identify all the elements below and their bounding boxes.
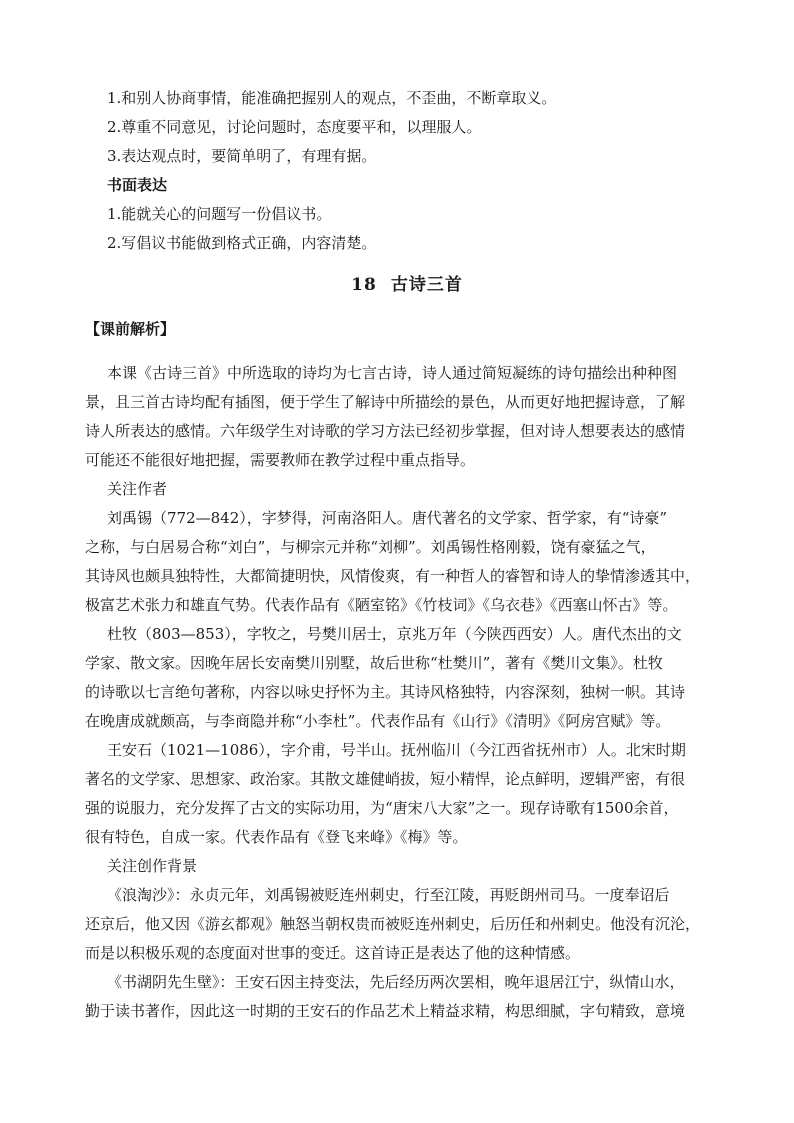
list-item: 2.写倡议书能做到格式正确，内容清楚。 [107,234,377,252]
paragraph-line: 极富艺术张力和雄直气势。代表作品有《陋室铭》《竹枝词》《乌衣巷》《西塞山怀古》等。 [85,596,678,614]
list-item: 1.和别人协商事情，能准确把握别人的观点，不歪曲，不断章取义。 [107,89,557,107]
subheading-background: 关注创作背景 [107,857,198,875]
paragraph-line: 王安石（1021—1086），字介甫，号半山。抚州临川（今江西省抚州市）人。北宋时期 [107,741,686,759]
paragraph-line: 刘禹锡（772—842），字梦得，河南洛阳人。唐代著名的文学家、哲学家，有“诗豪” [107,509,668,527]
paragraph-line: 在晚唐成就颇高，与李商隐并称“小李杜”。代表作品有《山行》《清明》《阿房宫赋》等。 [85,712,671,730]
paragraph-line: 《浪淘沙》：永贞元年，刘禹锡被贬连州刺史，行至江陵，再贬朗州司马。一度奉诏后 [107,886,670,904]
paragraph-line: 诗人所表达的感情。六年级学生对诗歌的学习方法已经初步掌握，但对诗人想要表达的感情 [85,422,686,440]
paragraph-line: 著名的文学家、思想家、政治家。其散文雄健峭拔，短小精悍，论点鲜明，逻辑严密，有很 [85,770,686,788]
paragraph-line: 其诗风也颇具独特性，大都简捷明快，风情俊爽，有一种哲人的睿智和诗人的挚情渗透其中， [85,567,701,585]
paragraph-line: 很有特色，自成一家。代表作品有《登飞来峰》《梅》等。 [85,828,468,846]
paragraph-line: 还京后，他又因《游玄都观》触怒当朝权贵而被贬连州刺史，后历任和州刺史。他没有沉沦， [85,915,701,933]
section-heading-written: 书面表达 [107,176,168,194]
paragraph-line: 的诗歌以七言绝句著称，内容以咏史抒怀为主。其诗风格独特，内容深刻，独树一帜。其诗 [85,683,686,701]
document-page [85,84,707,1026]
paragraph-line: 杜牧（803—853），字牧之，号樊川居士，京兆万年（今陕西西安）人。唐代杰出的文 [107,625,682,643]
paragraph-line: 可能还不能很好地把握，需要教师在教学过程中重点指导。 [85,451,476,469]
list-item: 1.能就关心的问题写一份倡议书。 [107,205,332,223]
lesson-title-text: 古诗三首 [390,275,463,295]
paragraph-line: 景，且三首古诗均配有插图，便于学生了解诗中所描绘的景色，从而更好地把握诗意，了解 [85,393,686,411]
lesson-number: 18 [351,275,377,295]
paragraph-line: 《书湖阴先生壁》：王安石因主持变法，先后经历两次罢相，晚年退居江宁，纵情山水， [107,973,685,991]
paragraph-line: 强的说服力，充分发挥了古文的实际功用，为“唐宋八大家”之一。现存诗歌有1500余首， [85,799,679,817]
paragraph-line: 而是以积极乐观的态度面对世事的变迁。这首诗正是表达了他的这种情感。 [85,944,581,962]
section-heading-analysis: 【课前解析】 [85,320,176,338]
paragraph-line: 本课《古诗三首》中所选取的诗均为七言古诗，诗人通过简短凝练的诗句描绘出种种图 [107,364,678,382]
paragraph-line: 之称，与白居易合称“刘白”，与柳宗元并称“刘柳”。刘禹锡性格刚毅，饶有豪猛之气， [85,538,656,556]
list-item: 3.表达观点时，要简单明了，有理有据。 [107,147,377,165]
list-item: 2.尊重不同意见，讨论问题时，态度要平和，以理服人。 [107,118,482,136]
subheading-author: 关注作者 [107,480,168,498]
paragraph-line: 勤于读书著作，因此这一时期的王安石的作品艺术上精益求精，构思细腻，字句精致，意境 [85,1002,686,1020]
paragraph-line: 学家、散文家。因晚年居长安南樊川别墅，故后世称“杜樊川”，著有《樊川文集》。杜牧 [85,654,663,672]
lesson-title [107,270,707,300]
